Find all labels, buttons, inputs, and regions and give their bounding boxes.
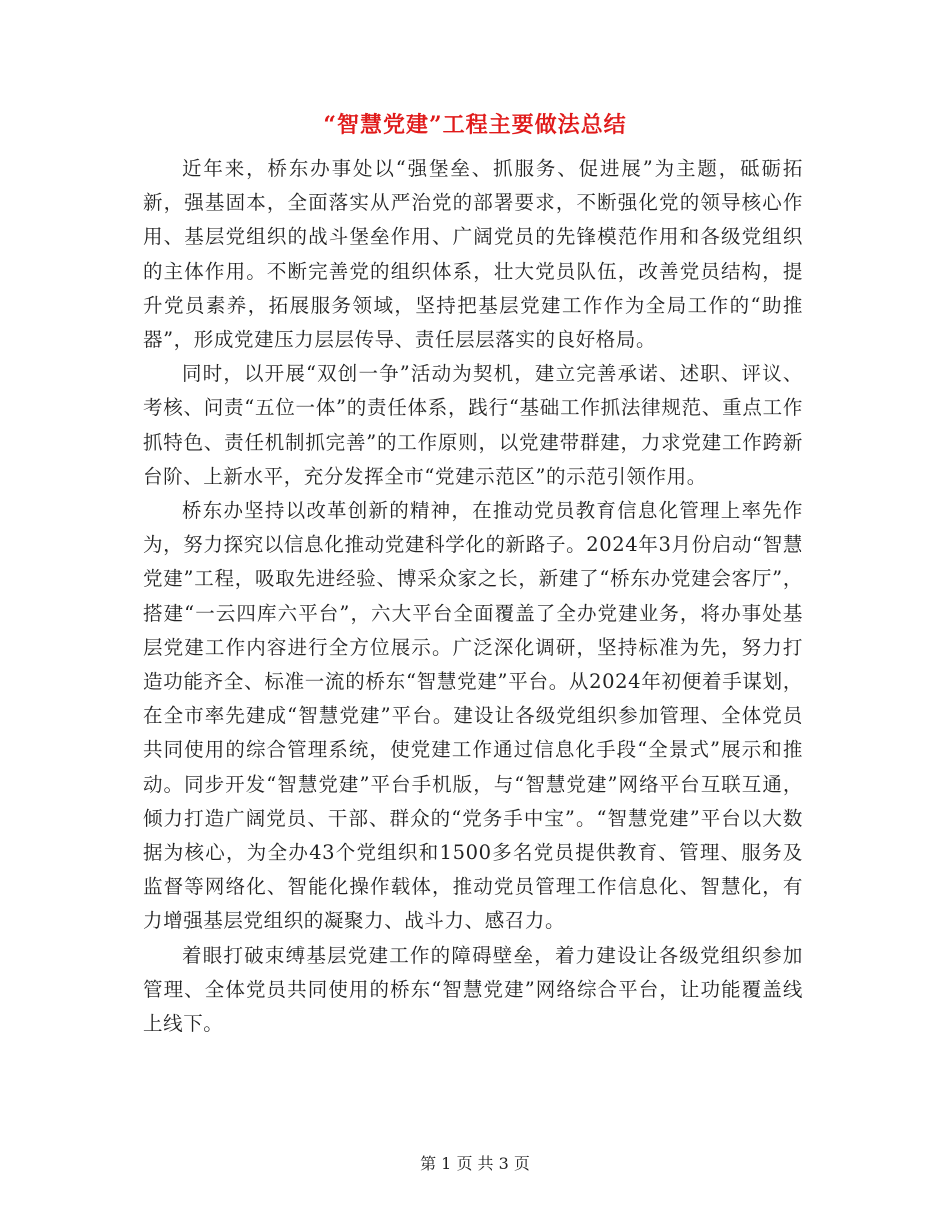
page-number-footer: 第 1 页 共 3 页 <box>420 1154 530 1173</box>
paragraph-2: 同时，以开展“双创一争”活动为契机，建立完善承诺、述职、评议、考核、问责“五位一体”的责任体系，践行“基础工作抓法律规范、重点工作抓特色、责任机制抓完善”的工作原则，以党建带群建，力求党建工作跨新台阶、上新水平，充分发挥全市“党建示范区”的示范引领作用。 <box>143 362 803 488</box>
paragraph-1: 近年来，桥东办事处以“强堡垒、抓服务、促进展”为主题，砥砺拓新，强基固本，全面落实从严治党的部署要求，不断强化党的领导核心作用、基层党组织的战斗堡垒作用、广阔党员的先锋模范作用和各级党组织的主体作用。不断完善党的组织体系，壮大党员队伍，改善党员结构，提升党员素养，拓展服务领域，坚持把基层党建工作作为全局工作的“助推器”，形成党建压力层层传导、责任层层落实的良好格局。 <box>143 157 803 352</box>
document-title: “智慧党建”工程主要做法总结 <box>323 112 627 138</box>
paragraph-3: 桥东办坚持以改革创新的精神，在推动党员教育信息化管理上率先作为，努力探究以信息化推动党建科学化的新路子。2024年3月份启动“智慧党建”工程，吸取先进经验、博采众家之长，新建了“桥东办党建会客厅”，搭建“一云四库六平台”，六大平台全面覆盖了全办党建业务，将办事处基层党建工作内容进行全方位展示。广泛深化调研，坚持标准为先，努力打造功能齐全、标准一流的桥东“智慧党建”平台。从2024年初便着手谋划，在全市率先建成“智慧党建”平台。建设让各级党组织参加管理、全体党员共同使用的综合管理系统，使党建工作通过信息化手段“全景式”展示和推动。同步开发“智慧党建”平台手机版，与“智慧党建”网络平台互联互通，倾力打造广阔党员、干部、群众的“党务手中宝”。“智慧党建”平台以大数据为核心，为全办43个党组织和1500多名党员提供教育、管理、服务及监督等网络化、智能化操作载体，推动党员管理工作信息化、智慧化，有力增强基层党组织的凝聚力、战斗力、感召力。 <box>143 499 803 933</box>
paragraph-4: 着眼打破束缚基层党建工作的障碍壁垒，着力建设让各级党组织参加管理、全体党员共同使用的桥东“智慧党建”网络综合平台，让功能覆盖线上线下。 <box>143 943 803 1036</box>
document-body <box>143 152 803 1041</box>
